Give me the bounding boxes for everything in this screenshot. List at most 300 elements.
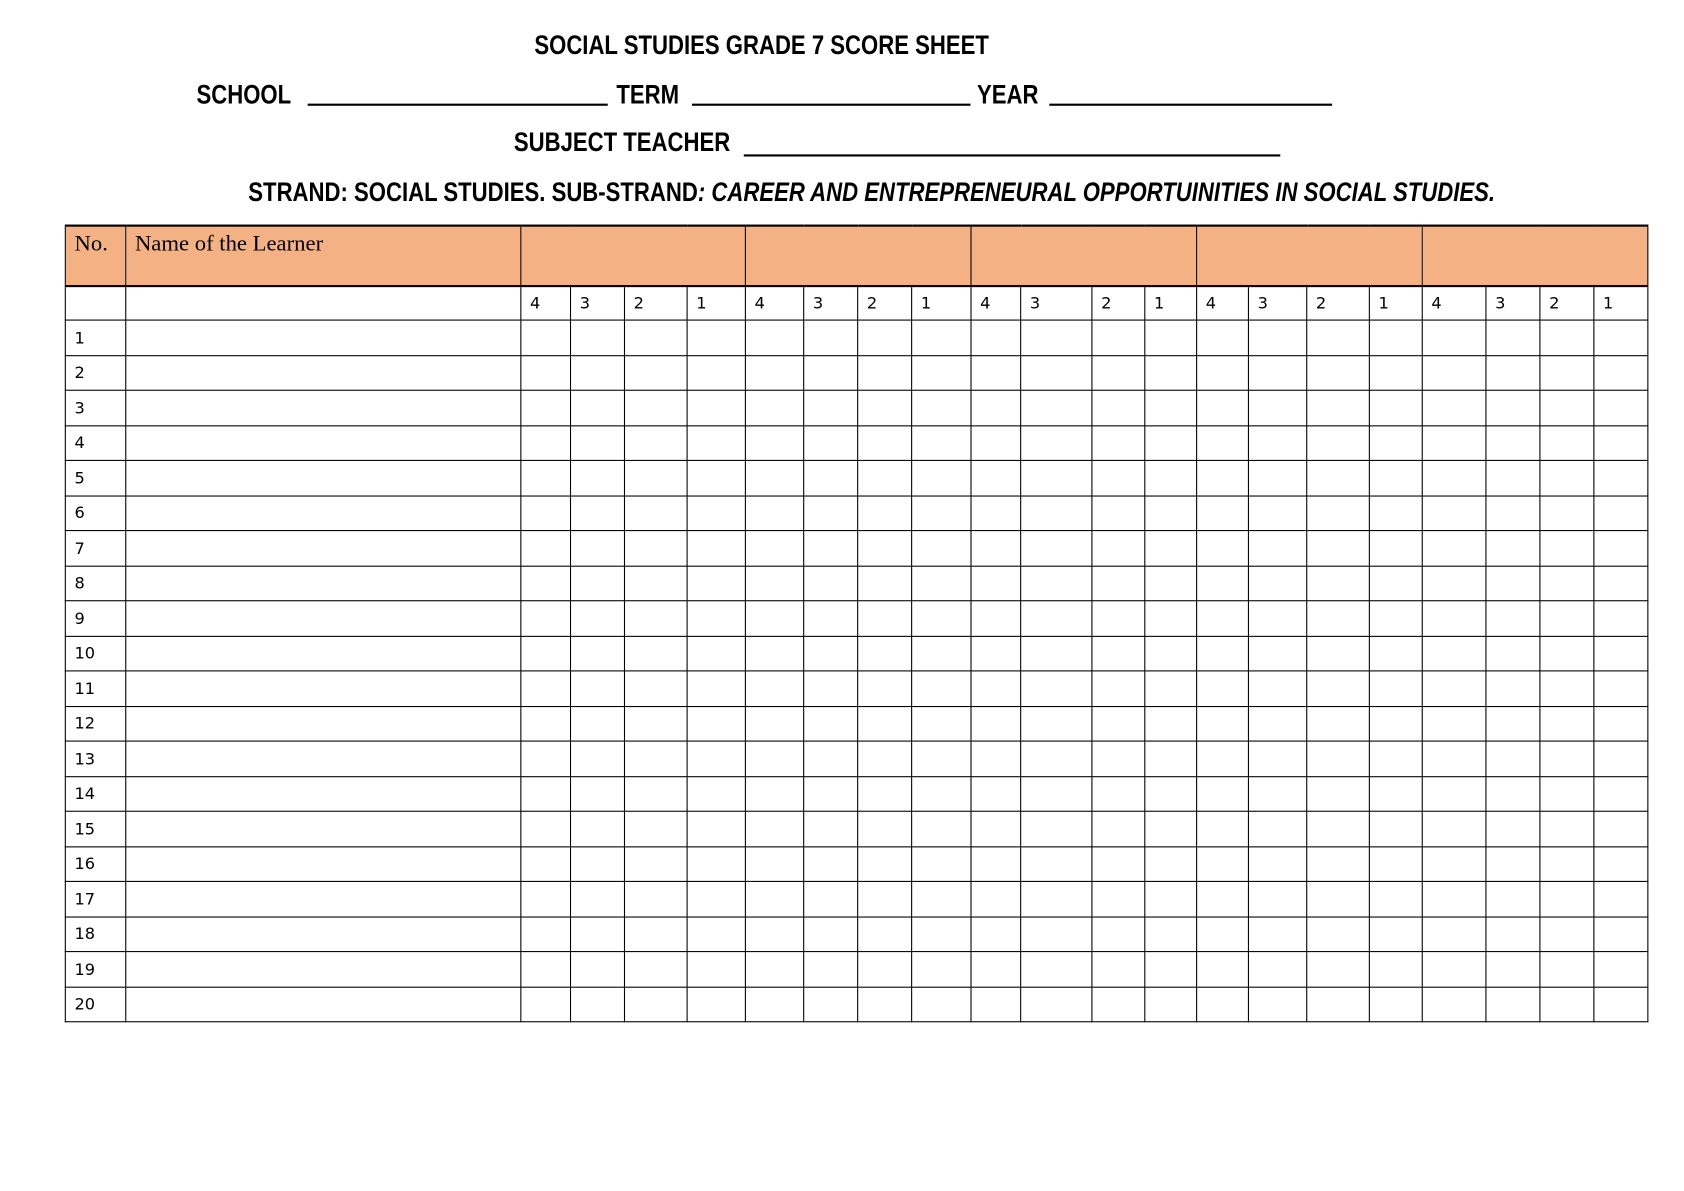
score-cell[interactable] — [624, 846, 687, 881]
score-cell[interactable] — [1021, 811, 1092, 846]
score-cell[interactable] — [912, 636, 971, 671]
score-cell[interactable] — [624, 460, 687, 495]
score-cell[interactable] — [1197, 355, 1249, 390]
score-cell[interactable] — [1145, 566, 1197, 601]
score-cell[interactable] — [1248, 987, 1306, 1022]
score-cell[interactable] — [858, 425, 912, 460]
score-cell[interactable] — [745, 531, 803, 566]
score-cell[interactable] — [971, 425, 1021, 460]
score-cell[interactable] — [1145, 706, 1197, 741]
score-cell[interactable] — [1092, 776, 1145, 811]
score-cell[interactable] — [1486, 601, 1540, 636]
score-cell[interactable] — [1021, 846, 1092, 881]
score-cell[interactable] — [624, 355, 687, 390]
learner-name-cell[interactable] — [126, 425, 521, 460]
score-cell[interactable] — [1540, 531, 1594, 566]
score-cell[interactable] — [624, 390, 687, 425]
score-cell[interactable] — [1369, 671, 1422, 706]
score-cell[interactable] — [687, 566, 745, 601]
score-cell[interactable] — [1197, 776, 1249, 811]
score-cell[interactable] — [571, 460, 625, 495]
score-cell[interactable] — [624, 916, 687, 951]
score-cell[interactable] — [1369, 390, 1422, 425]
score-cell[interactable] — [687, 916, 745, 951]
score-cell[interactable] — [521, 601, 571, 636]
score-cell[interactable] — [1197, 566, 1249, 601]
score-cell[interactable] — [745, 952, 803, 987]
score-cell[interactable] — [687, 636, 745, 671]
score-cell[interactable] — [687, 846, 745, 881]
score-cell[interactable] — [521, 320, 571, 355]
score-cell[interactable] — [1594, 460, 1648, 495]
score-cell[interactable] — [687, 531, 745, 566]
score-cell[interactable] — [1422, 636, 1486, 671]
score-cell[interactable] — [624, 811, 687, 846]
score-cell[interactable] — [687, 355, 745, 390]
score-cell[interactable] — [1422, 460, 1486, 495]
score-cell[interactable] — [624, 741, 687, 776]
score-cell[interactable] — [804, 531, 858, 566]
score-cell[interactable] — [1307, 531, 1370, 566]
score-cell[interactable] — [1197, 671, 1249, 706]
score-cell[interactable] — [1540, 425, 1594, 460]
score-cell[interactable] — [745, 776, 803, 811]
score-cell[interactable] — [1248, 320, 1306, 355]
score-cell[interactable] — [858, 776, 912, 811]
score-cell[interactable] — [571, 671, 625, 706]
score-cell[interactable] — [1197, 460, 1249, 495]
score-cell[interactable] — [1021, 566, 1092, 601]
learner-name-cell[interactable] — [126, 460, 521, 495]
score-cell[interactable] — [1248, 671, 1306, 706]
score-cell[interactable] — [1021, 916, 1092, 951]
score-cell[interactable] — [804, 811, 858, 846]
score-cell[interactable] — [1307, 425, 1370, 460]
score-cell[interactable] — [521, 741, 571, 776]
score-cell[interactable] — [745, 636, 803, 671]
score-cell[interactable] — [1369, 355, 1422, 390]
score-cell[interactable] — [571, 811, 625, 846]
score-cell[interactable] — [571, 566, 625, 601]
score-cell[interactable] — [912, 425, 971, 460]
score-cell[interactable] — [1369, 531, 1422, 566]
score-cell[interactable] — [521, 706, 571, 741]
score-cell[interactable] — [1594, 636, 1648, 671]
score-cell[interactable] — [1540, 390, 1594, 425]
score-cell[interactable] — [912, 987, 971, 1022]
score-cell[interactable] — [1486, 987, 1540, 1022]
score-cell[interactable] — [1145, 776, 1197, 811]
score-cell[interactable] — [745, 425, 803, 460]
score-cell[interactable] — [858, 460, 912, 495]
score-cell[interactable] — [1092, 811, 1145, 846]
score-cell[interactable] — [1197, 741, 1249, 776]
score-cell[interactable] — [971, 741, 1021, 776]
score-cell[interactable] — [1197, 706, 1249, 741]
score-cell[interactable] — [1422, 531, 1486, 566]
score-cell[interactable] — [1021, 495, 1092, 530]
learner-name-cell[interactable] — [126, 811, 521, 846]
score-cell[interactable] — [1021, 987, 1092, 1022]
score-cell[interactable] — [1422, 776, 1486, 811]
score-cell[interactable] — [624, 776, 687, 811]
score-cell[interactable] — [1145, 881, 1197, 916]
score-cell[interactable] — [971, 601, 1021, 636]
score-cell[interactable] — [1021, 636, 1092, 671]
score-cell[interactable] — [687, 495, 745, 530]
score-cell[interactable] — [1092, 636, 1145, 671]
score-cell[interactable] — [571, 320, 625, 355]
score-cell[interactable] — [858, 390, 912, 425]
score-cell[interactable] — [1307, 706, 1370, 741]
score-cell[interactable] — [1307, 952, 1370, 987]
score-cell[interactable] — [858, 987, 912, 1022]
score-cell[interactable] — [971, 566, 1021, 601]
score-cell[interactable] — [1307, 495, 1370, 530]
score-cell[interactable] — [971, 531, 1021, 566]
score-cell[interactable] — [1248, 460, 1306, 495]
score-cell[interactable] — [1369, 987, 1422, 1022]
score-cell[interactable] — [1021, 531, 1092, 566]
score-cell[interactable] — [521, 776, 571, 811]
score-cell[interactable] — [521, 531, 571, 566]
score-cell[interactable] — [1307, 636, 1370, 671]
score-cell[interactable] — [1092, 355, 1145, 390]
score-cell[interactable] — [1197, 601, 1249, 636]
score-cell[interactable] — [521, 987, 571, 1022]
score-cell[interactable] — [858, 355, 912, 390]
score-cell[interactable] — [1145, 987, 1197, 1022]
score-cell[interactable] — [521, 425, 571, 460]
score-cell[interactable] — [571, 952, 625, 987]
learner-name-cell[interactable] — [126, 741, 521, 776]
score-cell[interactable] — [1422, 952, 1486, 987]
score-cell[interactable] — [1369, 706, 1422, 741]
learner-name-cell[interactable] — [126, 671, 521, 706]
learner-name-cell[interactable] — [126, 952, 521, 987]
score-cell[interactable] — [1594, 987, 1648, 1022]
score-cell[interactable] — [1197, 846, 1249, 881]
score-cell[interactable] — [1307, 566, 1370, 601]
score-cell[interactable] — [1248, 846, 1306, 881]
score-cell[interactable] — [571, 846, 625, 881]
score-cell[interactable] — [1540, 671, 1594, 706]
score-cell[interactable] — [1369, 741, 1422, 776]
score-cell[interactable] — [521, 355, 571, 390]
score-cell[interactable] — [571, 495, 625, 530]
score-cell[interactable] — [521, 846, 571, 881]
score-cell[interactable] — [1369, 952, 1422, 987]
score-cell[interactable] — [1021, 881, 1092, 916]
score-cell[interactable] — [804, 460, 858, 495]
score-cell[interactable] — [1021, 671, 1092, 706]
score-cell[interactable] — [858, 636, 912, 671]
score-cell[interactable] — [804, 952, 858, 987]
score-cell[interactable] — [1422, 566, 1486, 601]
score-cell[interactable] — [687, 881, 745, 916]
score-cell[interactable] — [1369, 495, 1422, 530]
score-cell[interactable] — [1307, 320, 1370, 355]
score-cell[interactable] — [624, 566, 687, 601]
score-cell[interactable] — [1369, 916, 1422, 951]
score-cell[interactable] — [571, 706, 625, 741]
score-cell[interactable] — [1422, 706, 1486, 741]
score-cell[interactable] — [858, 566, 912, 601]
score-cell[interactable] — [804, 355, 858, 390]
score-cell[interactable] — [1594, 776, 1648, 811]
learner-name-cell[interactable] — [126, 355, 521, 390]
score-cell[interactable] — [521, 881, 571, 916]
score-cell[interactable] — [971, 495, 1021, 530]
score-cell[interactable] — [971, 846, 1021, 881]
score-cell[interactable] — [912, 916, 971, 951]
score-cell[interactable] — [1594, 846, 1648, 881]
score-cell[interactable] — [1248, 425, 1306, 460]
score-cell[interactable] — [624, 425, 687, 460]
school-field[interactable] — [308, 104, 608, 106]
score-cell[interactable] — [687, 601, 745, 636]
score-cell[interactable] — [1197, 531, 1249, 566]
score-cell[interactable] — [1594, 320, 1648, 355]
score-cell[interactable] — [745, 355, 803, 390]
score-cell[interactable] — [1594, 495, 1648, 530]
score-cell[interactable] — [1248, 601, 1306, 636]
score-cell[interactable] — [745, 320, 803, 355]
score-cell[interactable] — [1540, 952, 1594, 987]
score-cell[interactable] — [745, 601, 803, 636]
score-cell[interactable] — [971, 811, 1021, 846]
score-cell[interactable] — [1422, 390, 1486, 425]
score-cell[interactable] — [1145, 916, 1197, 951]
score-cell[interactable] — [1021, 952, 1092, 987]
score-cell[interactable] — [571, 987, 625, 1022]
score-cell[interactable] — [1540, 846, 1594, 881]
score-cell[interactable] — [804, 671, 858, 706]
score-cell[interactable] — [1092, 390, 1145, 425]
score-cell[interactable] — [971, 390, 1021, 425]
score-cell[interactable] — [1145, 495, 1197, 530]
score-cell[interactable] — [1594, 916, 1648, 951]
learner-name-cell[interactable] — [126, 636, 521, 671]
score-cell[interactable] — [571, 741, 625, 776]
score-cell[interactable] — [804, 566, 858, 601]
score-cell[interactable] — [1486, 460, 1540, 495]
score-cell[interactable] — [745, 390, 803, 425]
score-cell[interactable] — [804, 741, 858, 776]
score-cell[interactable] — [1092, 987, 1145, 1022]
score-cell[interactable] — [1248, 495, 1306, 530]
score-cell[interactable] — [521, 811, 571, 846]
score-cell[interactable] — [1145, 741, 1197, 776]
score-cell[interactable] — [1486, 952, 1540, 987]
score-cell[interactable] — [1486, 636, 1540, 671]
score-cell[interactable] — [858, 741, 912, 776]
score-cell[interactable] — [971, 706, 1021, 741]
score-cell[interactable] — [745, 741, 803, 776]
score-cell[interactable] — [1248, 531, 1306, 566]
score-cell[interactable] — [1422, 601, 1486, 636]
score-cell[interactable] — [1594, 741, 1648, 776]
score-cell[interactable] — [1307, 355, 1370, 390]
score-cell[interactable] — [804, 916, 858, 951]
score-cell[interactable] — [1092, 706, 1145, 741]
score-cell[interactable] — [1197, 495, 1249, 530]
score-cell[interactable] — [971, 636, 1021, 671]
score-cell[interactable] — [1197, 636, 1249, 671]
score-cell[interactable] — [1197, 425, 1249, 460]
score-cell[interactable] — [1307, 881, 1370, 916]
score-cell[interactable] — [912, 776, 971, 811]
score-cell[interactable] — [1092, 531, 1145, 566]
score-cell[interactable] — [1145, 846, 1197, 881]
score-cell[interactable] — [1369, 881, 1422, 916]
score-cell[interactable] — [1369, 636, 1422, 671]
score-cell[interactable] — [1594, 355, 1648, 390]
score-cell[interactable] — [1540, 636, 1594, 671]
score-cell[interactable] — [1307, 916, 1370, 951]
score-cell[interactable] — [912, 355, 971, 390]
score-cell[interactable] — [1369, 460, 1422, 495]
score-cell[interactable] — [745, 916, 803, 951]
score-cell[interactable] — [971, 671, 1021, 706]
learner-name-cell[interactable] — [126, 776, 521, 811]
score-cell[interactable] — [1092, 881, 1145, 916]
score-cell[interactable] — [912, 952, 971, 987]
score-cell[interactable] — [912, 320, 971, 355]
score-cell[interactable] — [1486, 355, 1540, 390]
score-cell[interactable] — [912, 671, 971, 706]
score-cell[interactable] — [1248, 706, 1306, 741]
score-cell[interactable] — [1422, 671, 1486, 706]
score-cell[interactable] — [745, 460, 803, 495]
score-cell[interactable] — [745, 566, 803, 601]
score-cell[interactable] — [571, 601, 625, 636]
score-cell[interactable] — [1422, 355, 1486, 390]
score-cell[interactable] — [1145, 636, 1197, 671]
score-cell[interactable] — [1248, 636, 1306, 671]
learner-name-cell[interactable] — [126, 320, 521, 355]
score-cell[interactable] — [571, 776, 625, 811]
score-cell[interactable] — [571, 881, 625, 916]
score-cell[interactable] — [624, 671, 687, 706]
score-cell[interactable] — [1540, 987, 1594, 1022]
score-cell[interactable] — [687, 987, 745, 1022]
score-cell[interactable] — [521, 390, 571, 425]
score-cell[interactable] — [804, 706, 858, 741]
score-cell[interactable] — [687, 952, 745, 987]
score-cell[interactable] — [1422, 846, 1486, 881]
score-cell[interactable] — [1248, 776, 1306, 811]
score-cell[interactable] — [1021, 776, 1092, 811]
header-assessment-4[interactable] — [1197, 226, 1423, 286]
learner-name-cell[interactable] — [126, 531, 521, 566]
learner-name-cell[interactable] — [126, 846, 521, 881]
score-cell[interactable] — [1422, 811, 1486, 846]
score-cell[interactable] — [1369, 320, 1422, 355]
score-cell[interactable] — [1248, 952, 1306, 987]
score-cell[interactable] — [1307, 671, 1370, 706]
score-cell[interactable] — [858, 671, 912, 706]
score-cell[interactable] — [971, 952, 1021, 987]
score-cell[interactable] — [858, 811, 912, 846]
score-cell[interactable] — [804, 846, 858, 881]
score-cell[interactable] — [1145, 671, 1197, 706]
score-cell[interactable] — [1540, 706, 1594, 741]
score-cell[interactable] — [1369, 566, 1422, 601]
score-cell[interactable] — [912, 601, 971, 636]
score-cell[interactable] — [745, 671, 803, 706]
learner-name-cell[interactable] — [126, 987, 521, 1022]
score-cell[interactable] — [1540, 881, 1594, 916]
score-cell[interactable] — [1021, 390, 1092, 425]
score-cell[interactable] — [1594, 671, 1648, 706]
score-cell[interactable] — [1369, 601, 1422, 636]
score-cell[interactable] — [1248, 355, 1306, 390]
score-cell[interactable] — [1021, 425, 1092, 460]
score-cell[interactable] — [1021, 355, 1092, 390]
learner-name-cell[interactable] — [126, 706, 521, 741]
score-cell[interactable] — [1594, 881, 1648, 916]
score-cell[interactable] — [1145, 952, 1197, 987]
score-cell[interactable] — [745, 706, 803, 741]
score-cell[interactable] — [1021, 320, 1092, 355]
score-cell[interactable] — [624, 495, 687, 530]
score-cell[interactable] — [521, 460, 571, 495]
score-cell[interactable] — [687, 425, 745, 460]
score-cell[interactable] — [1594, 601, 1648, 636]
score-cell[interactable] — [1197, 987, 1249, 1022]
score-cell[interactable] — [1422, 987, 1486, 1022]
score-cell[interactable] — [745, 811, 803, 846]
score-cell[interactable] — [1145, 390, 1197, 425]
score-cell[interactable] — [1092, 846, 1145, 881]
score-cell[interactable] — [1422, 881, 1486, 916]
header-assessment-2[interactable] — [745, 226, 971, 286]
score-cell[interactable] — [804, 320, 858, 355]
score-cell[interactable] — [1197, 390, 1249, 425]
score-cell[interactable] — [1092, 741, 1145, 776]
score-cell[interactable] — [912, 390, 971, 425]
score-cell[interactable] — [1092, 952, 1145, 987]
score-cell[interactable] — [1197, 811, 1249, 846]
score-cell[interactable] — [858, 952, 912, 987]
score-cell[interactable] — [1540, 601, 1594, 636]
score-cell[interactable] — [1092, 460, 1145, 495]
score-cell[interactable] — [571, 425, 625, 460]
score-cell[interactable] — [1307, 601, 1370, 636]
score-cell[interactable] — [912, 881, 971, 916]
score-cell[interactable] — [912, 460, 971, 495]
score-cell[interactable] — [1248, 566, 1306, 601]
score-cell[interactable] — [804, 495, 858, 530]
score-cell[interactable] — [804, 601, 858, 636]
score-cell[interactable] — [1594, 425, 1648, 460]
score-cell[interactable] — [624, 706, 687, 741]
score-cell[interactable] — [745, 495, 803, 530]
score-cell[interactable] — [1594, 706, 1648, 741]
score-cell[interactable] — [571, 636, 625, 671]
score-cell[interactable] — [624, 987, 687, 1022]
score-cell[interactable] — [1594, 531, 1648, 566]
score-cell[interactable] — [1422, 741, 1486, 776]
score-cell[interactable] — [912, 846, 971, 881]
score-cell[interactable] — [1145, 355, 1197, 390]
score-cell[interactable] — [521, 495, 571, 530]
score-cell[interactable] — [1248, 916, 1306, 951]
score-cell[interactable] — [687, 671, 745, 706]
score-cell[interactable] — [624, 952, 687, 987]
score-cell[interactable] — [1248, 811, 1306, 846]
